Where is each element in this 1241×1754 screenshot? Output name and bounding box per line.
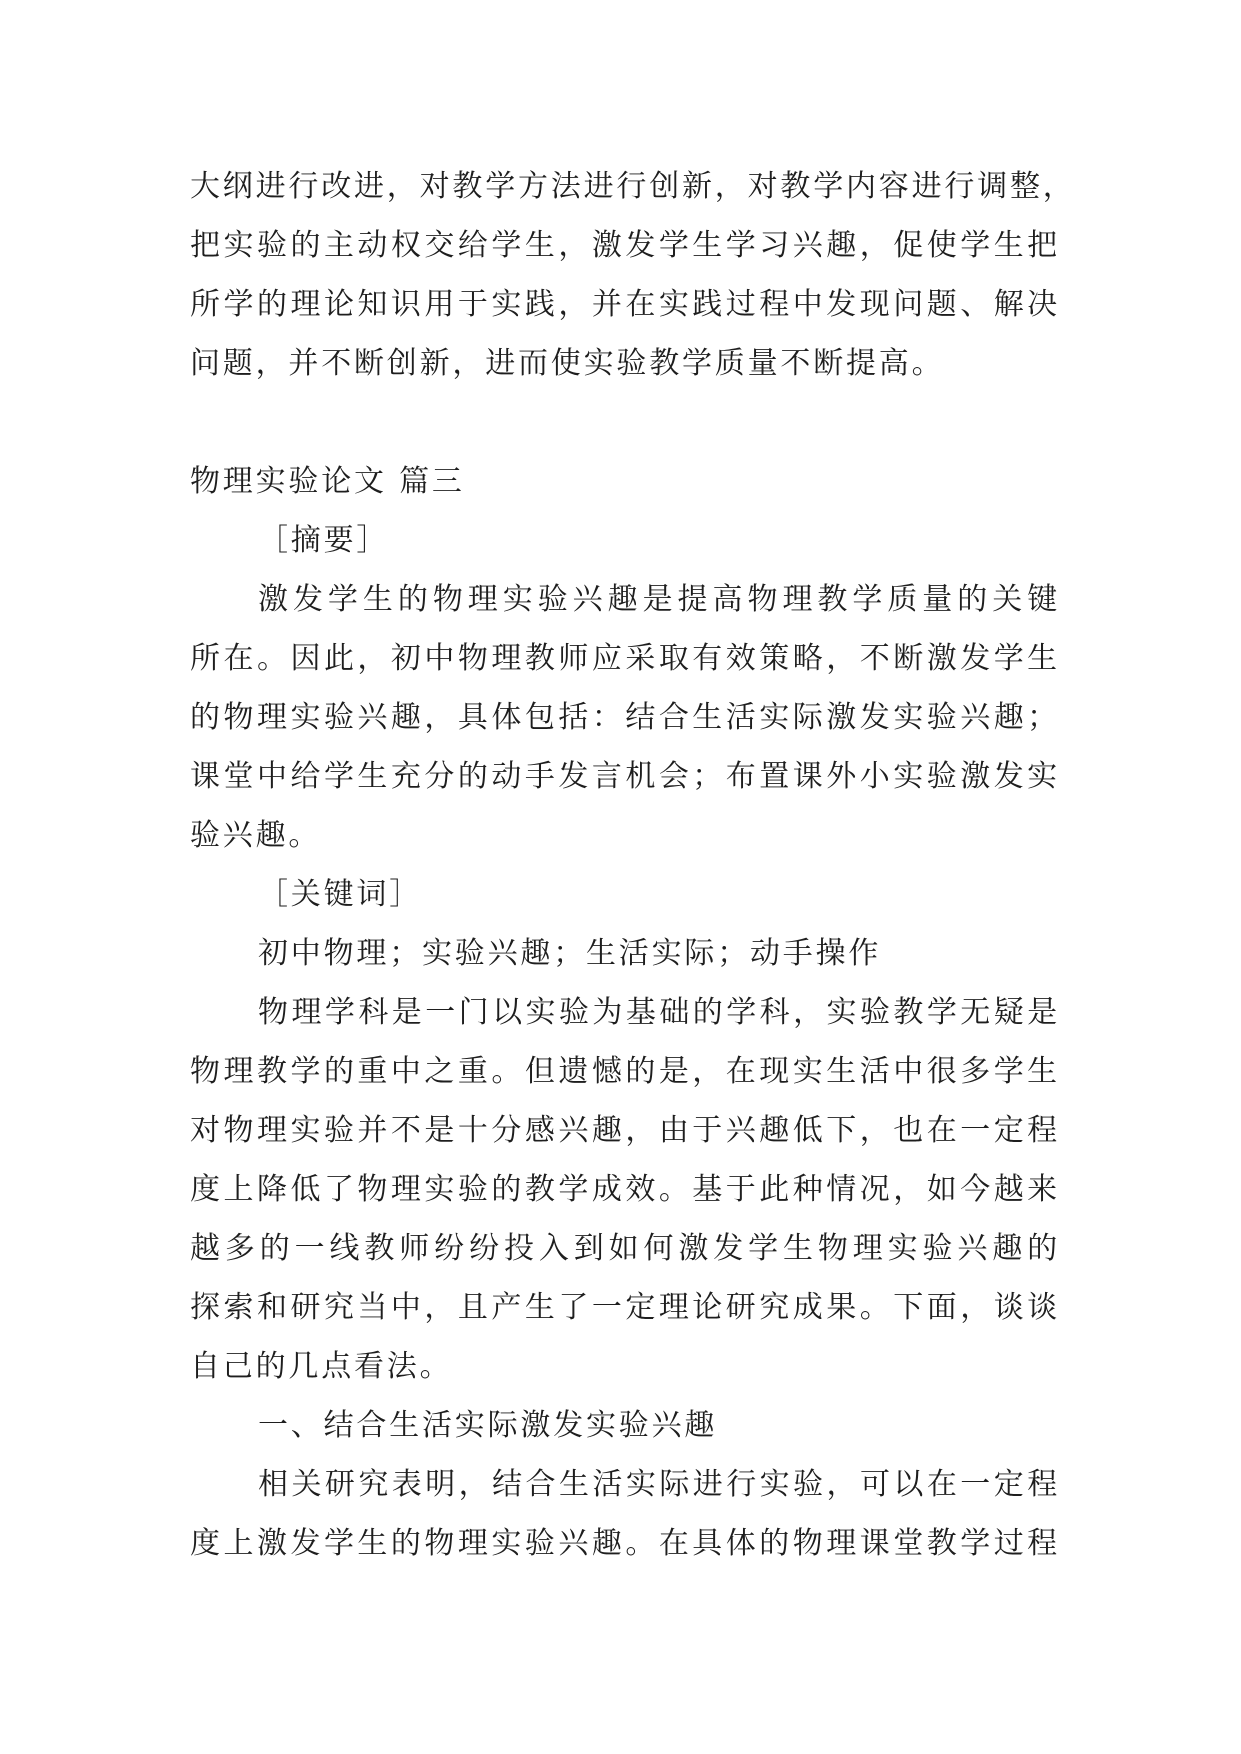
text-line: 对物理实验并不是十分感兴趣，由于兴趣低下，也在一定程: [190, 1113, 1060, 1148]
text-line: 验兴趣。: [190, 818, 322, 853]
text-line: 激发学生的物理实验兴趣是提高物理教学质量的关键: [258, 582, 1060, 617]
text-line: 问题，并不断创新，进而使实验教学质量不断提高。: [190, 346, 945, 381]
text-line: 所在。因此，初中物理教师应采取有效策略，不断激发学生: [190, 641, 1060, 676]
text-line: 自己的几点看法。: [190, 1349, 453, 1384]
keywords-heading: ［关键词］: [258, 877, 422, 912]
section-title: 物理实验论文 篇三: [190, 464, 465, 499]
text-line: 越多的一线教师纷纷投入到如何激发学生物理实验兴趣的: [190, 1231, 1060, 1266]
text-line: 物理教学的重中之重。但遗憾的是，在现实生活中很多学生: [190, 1054, 1060, 1089]
text-line: 大纲进行改进，对教学方法进行创新，对教学内容进行调整，: [190, 169, 1076, 204]
text-line: 度上激发学生的物理实验兴趣。在具体的物理课堂教学过程: [190, 1526, 1060, 1561]
document-body: [190, 157, 1076, 1573]
text-line: 物理学科是一门以实验为基础的学科，实验教学无疑是: [258, 995, 1060, 1030]
keywords-line: 初中物理；实验兴趣；生活实际；动手操作: [258, 936, 882, 971]
text-line: 把实验的主动权交给学生，激发学生学习兴趣，促使学生把: [190, 228, 1060, 263]
text-line: 所学的理论知识用于实践，并在实践过程中发现问题、解决: [190, 287, 1060, 322]
text-line: 度上降低了物理实验的教学成效。基于此种情况，如今越来: [190, 1172, 1060, 1207]
text-line: 探索和研究当中，且产生了一定理论研究成果。下面，谈谈: [190, 1290, 1060, 1325]
text-line: 课堂中给学生充分的动手发言机会；布置课外小实验激发实: [190, 759, 1060, 794]
text-line: 的物理实验兴趣，具体包括：结合生活实际激发实验兴趣；: [190, 700, 1060, 735]
abstract-heading: ［摘要］: [258, 523, 390, 558]
text-line: 相关研究表明，结合生活实际进行实验，可以在一定程: [258, 1467, 1060, 1502]
subsection-heading: 一、结合生活实际激发实验兴趣: [258, 1408, 718, 1443]
